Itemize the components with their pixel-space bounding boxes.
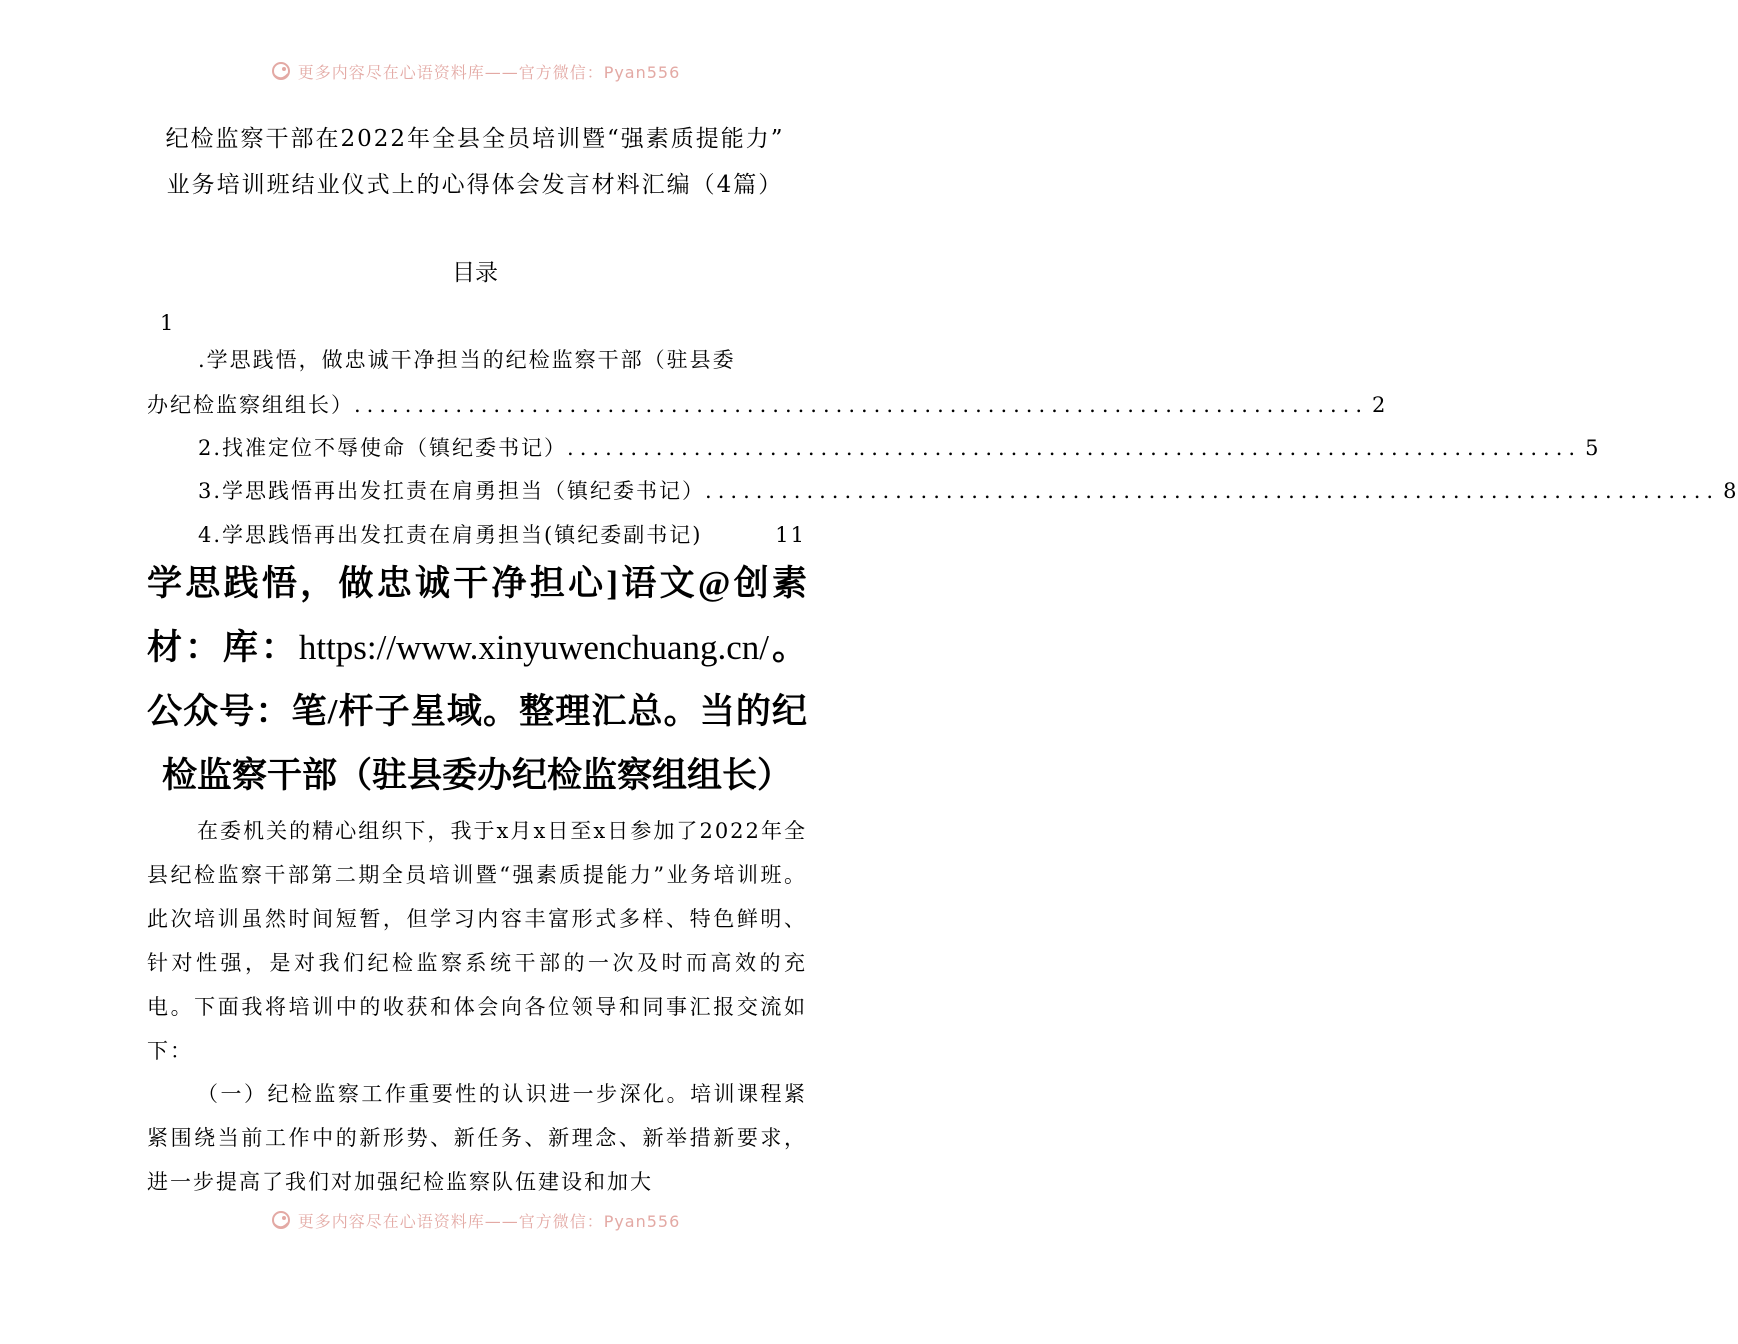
document-title-line2: 业务培训班结业仪式上的心得体会发言材料汇编（4篇）: [166, 172, 784, 198]
toc-title: 目录: [452, 260, 498, 286]
toc-item-3-page: 8: [1723, 479, 1738, 503]
watermark-banner-top: [0, 60, 950, 82]
watermark-logo-icon: [270, 1209, 292, 1231]
toc-item-1-page: 2: [1372, 393, 1388, 417]
document-title-line1: 纪检监察干部在2022年全县全员培训暨“强素质提能力”: [165, 126, 785, 152]
toc-item-2-text: 2.找准定位不辱使命（镇纪委书记）: [198, 436, 568, 460]
body-paragraph-1: 在委机关的精心组织下，我于x月x日至x日参加了2022年全县纪检监察干部第二期全员培训暨“强素质提能力”业务培训班。此次培训虽然时间短暂，但学习内容丰富形式多样、特色鲜明、针对性强，是对我们纪检监察系统干部的一次及时而高效的充电。下面我将培训中的收获和体会向各位领导和同事汇报交流如下：: [147, 819, 807, 1063]
toc-item-1-line1[interactable]: [198, 345, 806, 375]
section-heading: [147, 552, 807, 808]
toc-leader-dots: ................................................................................: [705, 479, 1720, 503]
watermark-text: 更多内容尽在心语资料库——官方微信：Pyan556: [297, 1211, 681, 1231]
toc-item-4[interactable]: [198, 520, 806, 550]
toc-item-4-text: 4.学思践悟再出发扛责在肩勇担当(镇纪委副书记): [198, 523, 703, 547]
toc-leader-dots: ................................................................................: [567, 436, 1582, 460]
heading-url-link[interactable]: https://www.xinyuwenchuang.cn/: [298, 628, 770, 667]
watermark-banner-bottom: [0, 1209, 950, 1231]
toc-item-4-page: 11: [775, 523, 806, 547]
toc-item-1-number: 1: [160, 311, 176, 335]
toc-item-3-text: 3.学思践悟再出发扛责在肩勇担当（镇纪委书记）: [198, 479, 706, 503]
section-heading-part1: 学思践悟，做忠诚干净担心]语文@创素材：库：: [147, 564, 807, 667]
body-paragraph-2: （一）纪检监察工作重要性的认识进一步深化。培训课程紧紧围绕当前工作中的新形势、新任务、新理念、新举措新要求，进一步提高了我们对加强纪检监察队伍建设和加大: [147, 1082, 807, 1194]
toc-item-2[interactable]: [198, 433, 1601, 463]
toc-item-3[interactable]: [198, 476, 1738, 506]
toc-item-1-text: .学思践悟，做忠诚干净担当的纪检监察干部（驻县委: [198, 348, 736, 372]
section-heading-part2: 。公众号：笔/杆子星域。整理汇总。当的纪检监察干部（驻县委办纪检监察组组长）: [147, 628, 807, 795]
toc-item-2-page: 5: [1585, 436, 1601, 460]
watermark-text: 更多内容尽在心语资料库——官方微信：Pyan556: [297, 62, 681, 82]
watermark-logo-icon: [270, 60, 292, 82]
toc-item-1-text-cont: 办纪检监察组组长）: [147, 393, 354, 417]
toc-leader-dots: ................................................................................: [354, 393, 1369, 417]
toc-item-1-line2[interactable]: [147, 390, 1388, 420]
